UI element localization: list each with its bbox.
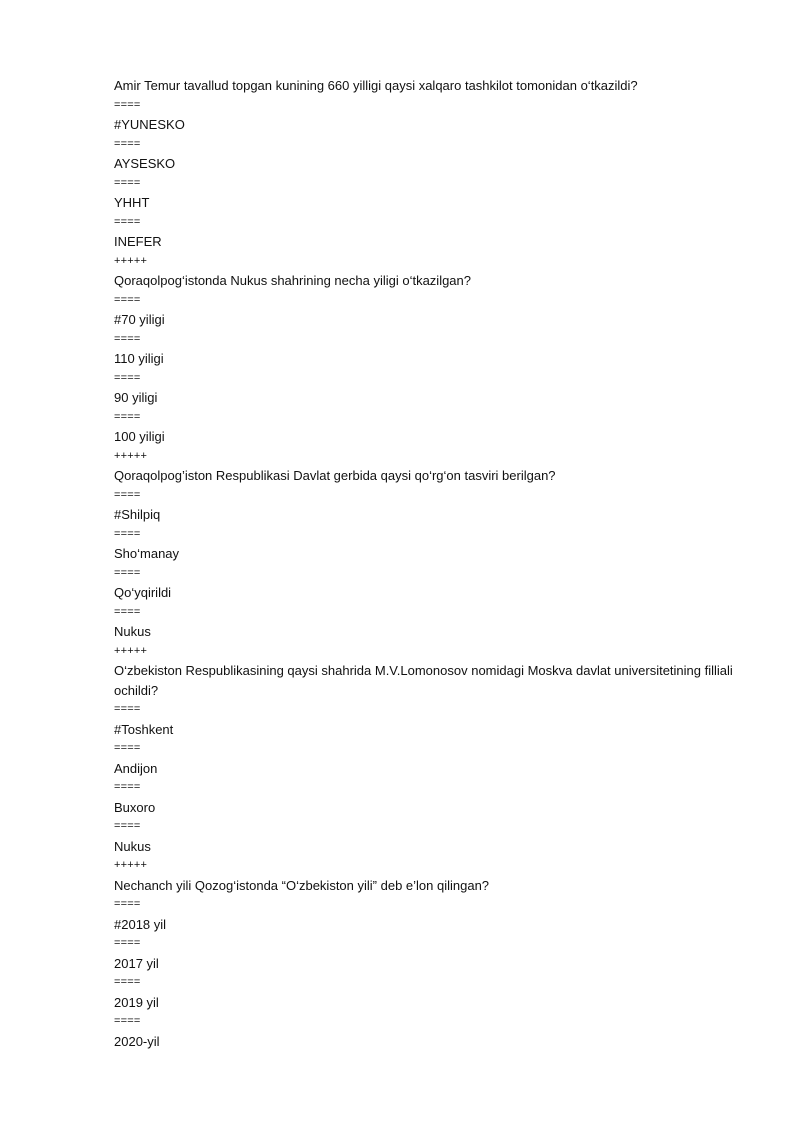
question-text: O‘zbekiston Respublikasining qaysi shahrida M.V.Lomonosov nomidagi Moskva davlat universitetining filliali ochildi? (114, 663, 737, 698)
option-separator: ==== (114, 820, 141, 832)
answer-option: YHHT (114, 195, 150, 210)
answer-option: Qo‘yqirildi (114, 585, 172, 600)
answer-option: INEFER (114, 234, 162, 249)
option-separator: ==== (114, 937, 141, 949)
option-separator: ==== (114, 703, 141, 715)
option-separator: ==== (114, 332, 141, 345)
question-text: Amir Temur tavallud topgan kunining 660 yilligi qaysi xalqaro tashkilot tomonidan o‘tkazildi? (114, 78, 638, 93)
option-separator: ==== (114, 410, 141, 423)
answer-option: 2017 yil (114, 955, 159, 971)
answer-option: 100 yiligi (114, 429, 165, 444)
answer-option: #YUNESKO (114, 117, 185, 132)
option-separator: ==== (114, 898, 141, 910)
block-separator: +++++ (114, 449, 148, 462)
option-separator: ==== (114, 371, 141, 384)
answer-option: 2020-yil (114, 1033, 160, 1049)
question-text: Qoraqolpog‘istonda Nukus shahrining necha yiligi o‘tkazilgan? (114, 273, 471, 288)
question-text: Nechanch yili Qozog‘istonda “O‘zbekiston yili” deb e’lon qilingan? (114, 877, 490, 893)
question-text: Qoraqolpog’iston Respublikasi Davlat gerbida qaysi qo‘rg‘on tasviri berilgan? (114, 468, 556, 483)
answer-option: Nukus (114, 624, 151, 639)
answer-option: #Toshkent (114, 721, 174, 737)
option-separator: ==== (114, 137, 141, 150)
option-separator: ==== (114, 215, 141, 228)
option-separator: ==== (114, 605, 141, 618)
answer-option: Sho‘manay (114, 546, 180, 561)
option-separator: ==== (114, 566, 141, 579)
answer-option: Buxoro (114, 799, 156, 815)
answer-option: AYSESKO (114, 156, 176, 171)
answer-option: 110 yiligi (114, 351, 164, 366)
option-separator: ==== (114, 976, 141, 988)
quiz-content (114, 76, 737, 1051)
option-separator: ==== (114, 176, 141, 189)
option-separator: ==== (114, 742, 141, 754)
option-separator: ==== (114, 781, 141, 793)
answer-option: Nukus (114, 838, 151, 854)
answer-option: 2019 yil (114, 994, 159, 1010)
block-separator: +++++ (114, 859, 148, 871)
answer-option: #70 yiligi (114, 312, 165, 327)
answer-option: Andijon (114, 760, 158, 776)
block-separator: +++++ (114, 644, 148, 657)
option-separator: ==== (114, 527, 141, 540)
answer-option: #2018 yil (114, 916, 167, 932)
option-separator: ==== (114, 488, 141, 501)
option-separator: ==== (114, 98, 141, 111)
answer-option: #Shilpiq (114, 507, 161, 522)
option-separator: ==== (114, 293, 141, 306)
option-separator: ==== (114, 1015, 141, 1027)
answer-option: 90 yiligi (114, 390, 158, 405)
block-separator: +++++ (114, 254, 148, 267)
